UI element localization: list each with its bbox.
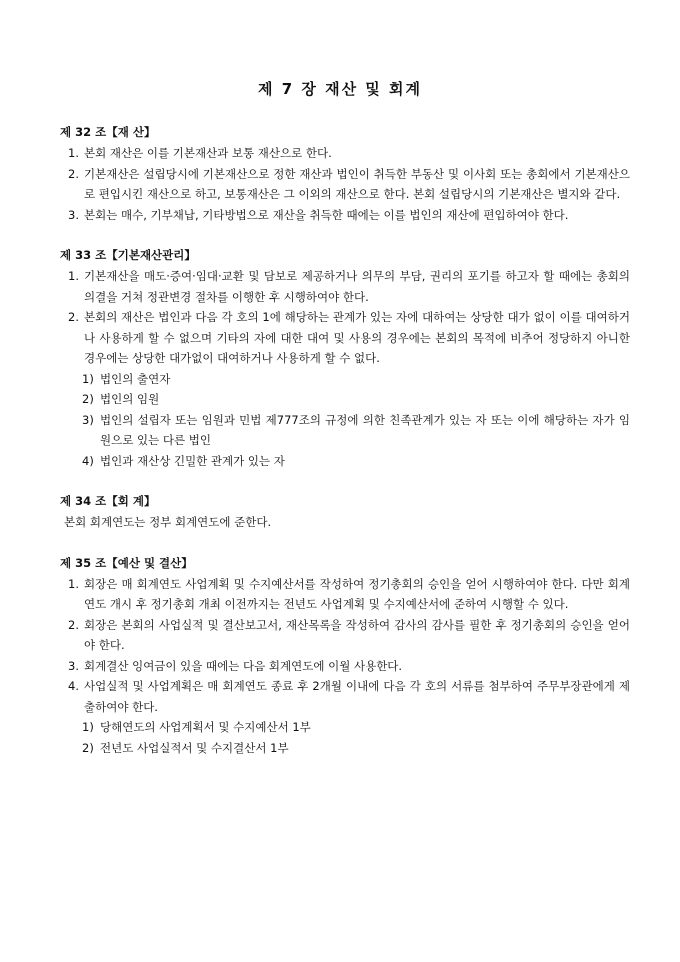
sub-item-text: 법인의 출연자 [100,371,171,386]
item-text: 사업실적 및 사업계획은 매 회계연도 종료 후 2개월 이내에 다음 각 호의 서류를 첨부하여 주무부장관에게 제출하여야 한다. [84,679,630,714]
sub-item-number: 2) [82,392,94,406]
item-text: 본회의 재산은 법인과 다음 각 호의 1에 해당하는 관계가 있는 자에 대하여는 상당한 대가 없이 이를 대여하거나 사용하게 할 수 없으며 기타의 자에 대한 대여 및 사용의 경우에는 본회의 목적에 비추어 정당하지 아니한 경우에는 상당한 대가없이 대여하거나 사용하게 할 수 없다. [84,310,630,365]
item-text: 본회 재산은 이를 기본재산과 보통 재산으로 한다. [84,146,332,160]
article-heading: 제 32 조【재 산】 [60,125,156,139]
list-item [60,164,630,205]
document-content [60,122,630,778]
list-item [60,307,630,369]
sub-item-text: 전년도 사업실적서 및 수지결산서 1부 [100,740,289,755]
item-number: 3. [68,207,79,222]
item-text: 기본재산을 매도·증여·임대·교환 및 담보로 제공하거나 의무의 부담, 권리의 포기를 하고자 할 때에는 총회의 의결을 거쳐 정관변경 절차를 이행한 후 시행하여야 한다. [84,269,630,304]
list-item [60,205,630,226]
item-text: 회장은 매 회계연도 사업계획 및 수지예산서를 작성하여 정기총회의 승인을 얻어 시행하여야 한다. 다만 회계연도 개시 후 정기총회 개최 이전까지는 전년도 사업계획 및 수지예산서에 준하여 시행할 수 있다. [84,576,630,611]
item-number: 1. [68,146,79,160]
list-item [60,676,630,717]
list-item [60,615,630,656]
sub-item-text: 법인의 임원 [100,392,160,406]
sub-item-text: 당해연도의 사업계획서 및 수지예산서 1부 [100,720,311,734]
article-heading: 제 35 조【예산 및 결산】 [60,555,193,570]
sub-item-number: 2) [82,740,94,755]
list-item [60,143,630,164]
sub-list-item [60,451,630,472]
item-number: 2. [68,617,79,632]
sub-item-number: 1) [82,720,94,734]
item-number: 2. [68,310,79,324]
sub-item-number: 1) [82,371,94,386]
sub-list-item [60,717,630,738]
list-item [60,266,630,307]
article-32 [60,122,630,225]
sub-list-item [60,738,630,759]
article-heading: 제 33 조【기본재산관리】 [60,248,196,262]
sub-list-item [60,369,630,390]
article-heading: 제 34 조【회 계】 [60,494,156,508]
article-34 [60,491,630,533]
article-text: 본회 회계연도는 정부 회계연도에 준한다. [64,515,272,529]
item-number: 3. [68,658,79,673]
list-item [60,656,630,677]
chapter-title: 제 7 장 재산 및 회계 [258,80,422,98]
sub-item-number: 3) [82,412,94,427]
sub-list-item [60,410,630,451]
list-item [60,574,630,615]
sub-list-item [60,389,630,410]
item-number: 1. [68,576,79,591]
item-text: 기본재산은 설립당시에 기본재산으로 정한 재산과 법인이 취득한 부동산 및 이사회 또는 총회에서 기본재산으로 편입시킨 재산으로 하고, 보통재산은 그 이외의 재산으로 한다. 본회 설립당시의 기본재산은 별지와 같다. [84,166,630,201]
article-35 [60,553,630,759]
item-text: 회계결산 잉여금이 있을 때에는 다음 회계연도에 이월 사용한다. [84,658,403,673]
sub-item-number: 4) [82,453,94,468]
sub-item-text: 법인과 재산상 긴밀한 관계가 있는 자 [100,453,285,468]
item-text: 회장은 본회의 사업실적 및 결산보고서, 재산목록을 작성하여 감사의 감사를 필한 후 정기총회의 승인을 얻어야 한다. [84,617,630,652]
item-number: 1. [68,269,79,283]
item-number: 4. [68,679,79,693]
sub-item-text: 법인의 설립자 또는 임원과 민법 제777조의 규정에 의한 친족관계가 있는 자 또는 이에 해당하는 자가 임원으로 있는 다른 법인 [100,412,630,447]
item-text: 본회는 매수, 기부채납, 기타방법으로 재산을 취득한 때에는 이를 법인의 재산에 편입하여야 한다. [84,207,569,222]
article-33 [60,245,630,471]
item-number: 2. [68,166,79,181]
